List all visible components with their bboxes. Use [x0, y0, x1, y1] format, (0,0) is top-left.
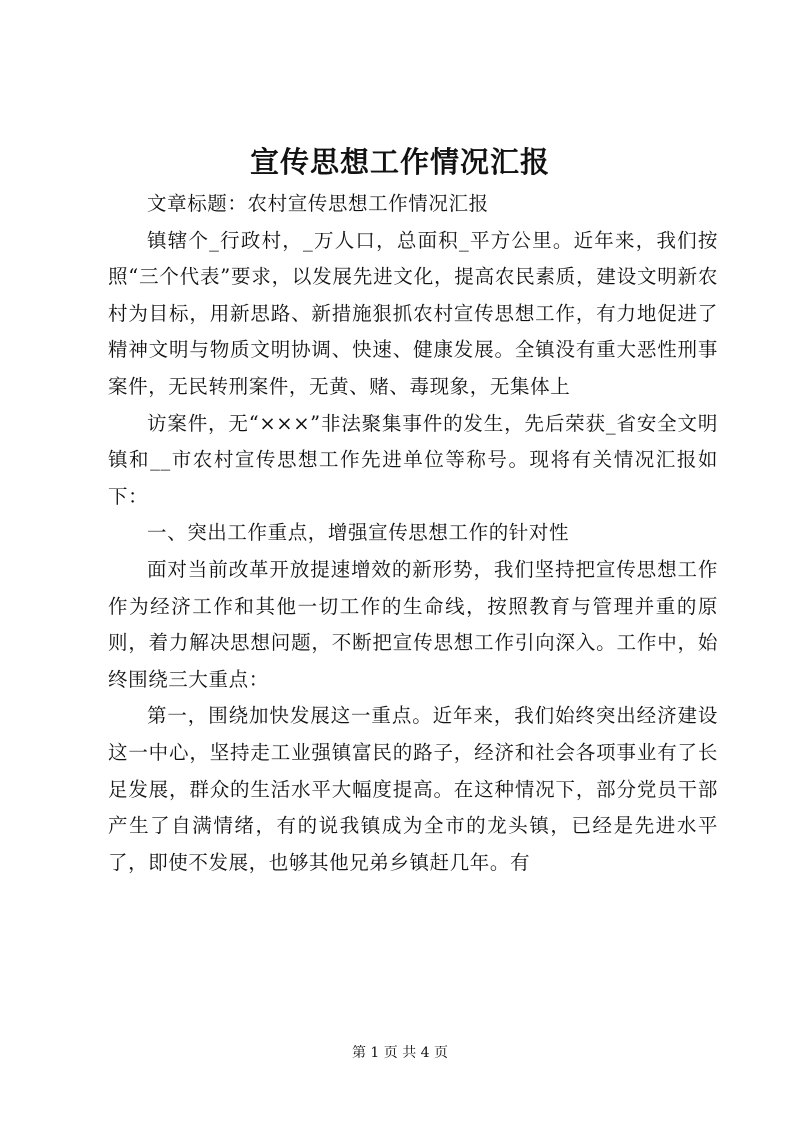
- document-title: 宣传思想工作情况汇报: [249, 145, 550, 179]
- intro-continuation-paragraph: 访案件，无“×××”非法聚集事件的发生，先后荣获_省安全文明镇和__市农村宣传思想工作先进单位等称号。现将有关情况汇报如下：: [108, 411, 718, 508]
- intro-paragraph: 镇辖个_行政村，_万人口，总面积_平方公里。近年来，我们按照“三个代表”要求，以发展先进文化，提高农民素质，建设文明新农村为目标，用新思路、新措施狠抓农村宣传思想工作，有力地促进了精神文明与物质文明协调、快速、健康发展。全镇没有重大恶性刑事案件，无民转刑案件，无黄、赌、毒现象，无集体上: [108, 228, 718, 398]
- page-footer: 第 1 页 共 4 页: [351, 1045, 449, 1061]
- article-heading-line: 文章标题：农村宣传思想工作情况汇报: [147, 192, 489, 215]
- section-heading: 一、突出工作重点，增强宣传思想工作的针对性: [147, 521, 570, 545]
- section-paragraph: 面对当前改革开放提速增效的新形势，我们坚持把宣传思想工作作为经济工作和其他一切工作的生命线，按照教育与管理并重的原则，着力解决思想问题，不断把宣传思想工作引向深入。工作中，始终围绕三大重点：: [108, 557, 718, 691]
- document-body: [108, 186, 718, 881]
- point-one-paragraph: 第一，围绕加快发展这一重点。近年来，我们始终突出经济建设这一中心，坚持走工业强镇富民的路子，经济和社会各项事业有了长足发展，群众的生活水平大幅度提高。在这种情况下，部分党员干部产生了自满情绪，有的说我镇成为全市的龙头镇，已经是先进水平了，即使不发展，也够其他兄弟乡镇赶几年。有: [108, 704, 718, 874]
